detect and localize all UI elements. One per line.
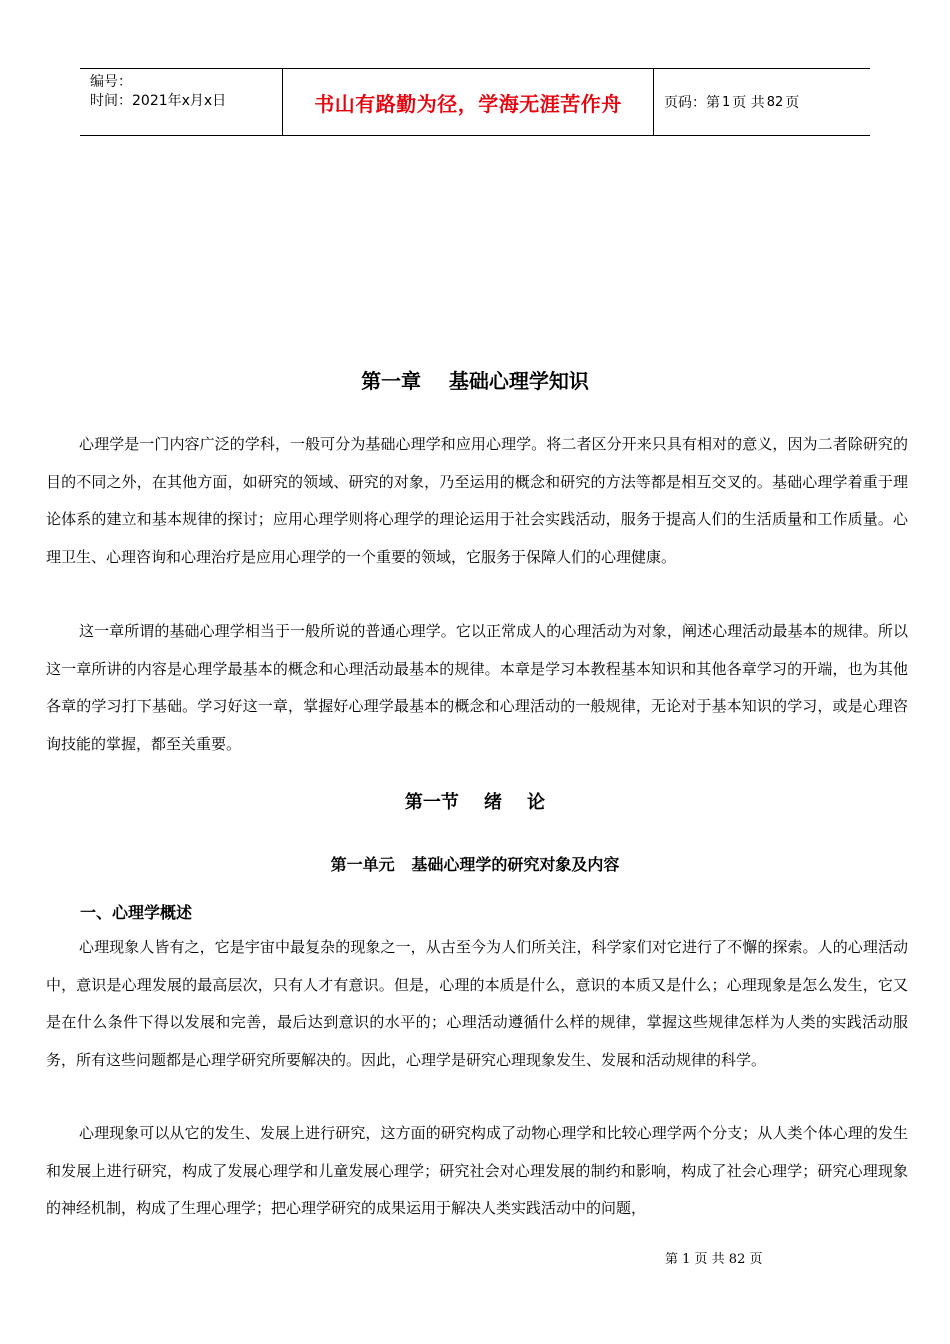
intro-paragraph-1: 心理学是一门内容广泛的学科，一般可分为基础心理学和应用心理学。将二者区分开来只具有相对的意义，因为二者除研究的目的不同之外，在其他方面，如研究的领域、研究的对象，乃至运用的概念和研究的方法等都是相互交叉的。基础心理学着重于理论体系的建立和基本规律的探讨；应用心理学则将心理学的理论运用于社会实践活动，服务于提高人们的生活质量和工作质量。心理卫生、心理咨询和心理治疗是应用心理学的一个重要的领域，它服务于保障人们的心理健康。 [46,435,908,566]
header-meta [80,69,282,135]
body-paragraph-2: 心理现象可以从它的发生、发展上进行研究，这方面的研究构成了动物心理学和比较心理学两个分支；从人类个体心理的发生和发展上进行研究，构成了发展心理学和儿童发展心理学；研究社会对心理发展的制约和影响，构成了社会心理学；研究心理现象的神经机制，构成了生理心理学；把心理学研究的成果运用于解决人类实践活动中的问题， [46,1124,908,1218]
header-motto: 书山有路勤为径，学海无涯苦作舟 [282,69,654,135]
intro-paragraph-2: 这一章所谓的基础心理学相当于一般所说的普通心理学。它以正常成人的心理活动为对象，阐述心理活动最基本的规律。所以这一章所讲的内容是心理学最基本的概念和心理活动最基本的规律。本章是学习本教程基本知识和其他各章学习的开端，也为其他各章的学习打下基础。学习好这一章，掌握好心理学最基本的概念和心理活动的一般规律，无论对于基本知识的学习，或是心理咨询技能的掌握，都至关重要。 [46,622,908,753]
page-middle: 页 共 [732,95,765,111]
page-suffix: 页 [785,95,800,111]
unit-title: 第一单元 基础心理学的研究对象及内容 [330,855,620,874]
body-paragraph-1: 心理现象人皆有之，它是宇宙中最复杂的现象之一，从古至今为人们所关注，科学家们对它进行了不懈的探索。人的心理活动中，意识是心理发展的最高层次，只有人才有意识。但是，心理的本质是什么，意识的本质又是什么；心理现象是怎么发生，它又是在什么条件下得以发展和完善，最后达到意识的水平的；心理活动遵循什么样的规律，掌握这些规律怎样为人类的实践活动服务，所有这些问题都是心理学研究所要解决的。因此，心理学是研究心理现象发生、发展和活动规律的科学。 [46,938,908,1069]
subsection-title: 一、心理学概述 [80,903,193,922]
page-prefix: 页码：第 [664,95,720,111]
page-header [80,68,870,136]
chapter-title: 第一章 基础心理学知识 [361,369,589,393]
section-title: 第一节 绪 论 [404,792,546,813]
page-current: 1 [722,94,731,110]
header-page-info [654,69,870,135]
page-footer: 第 1 页 共 82 页 [665,1252,763,1267]
number-label: 编号： [90,74,132,90]
page-total: 82 [766,94,784,110]
time-label: 时间：2021年x月x日 [90,93,227,109]
